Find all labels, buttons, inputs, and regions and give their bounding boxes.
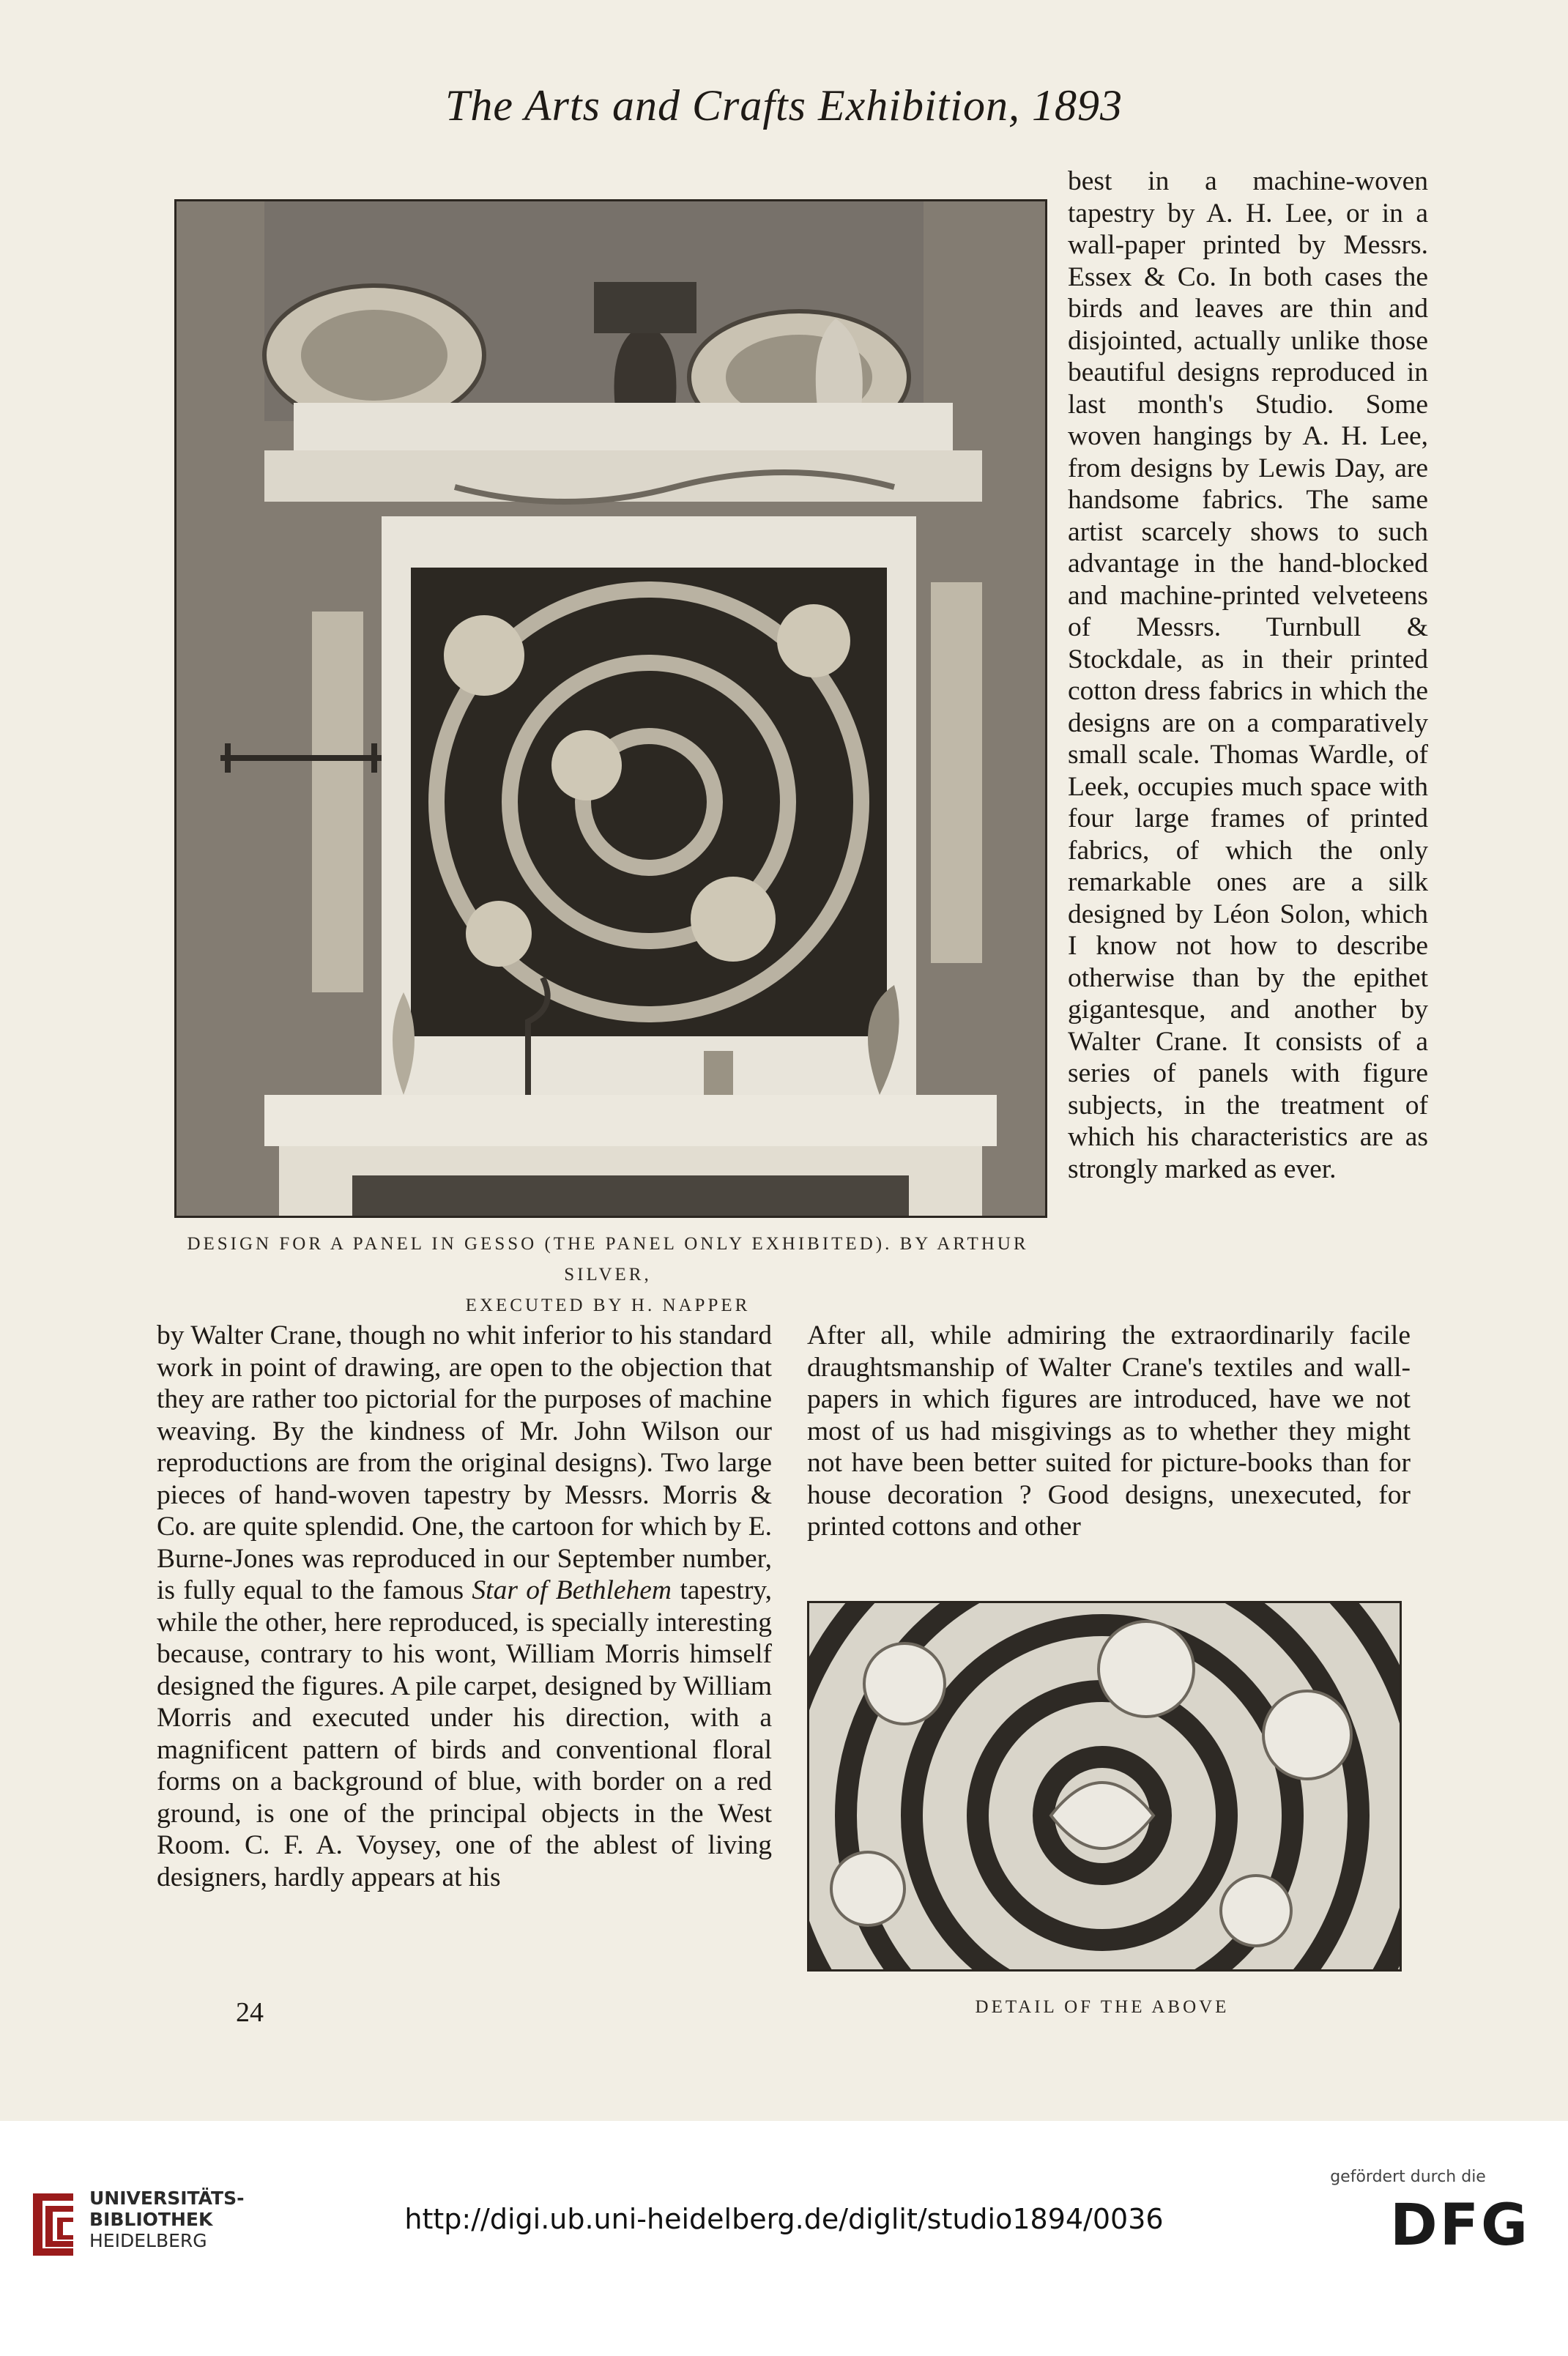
paragraph-right-middle: After all, while admiring the extraordinarily facile draughtsmanship of Walter Crane's textiles and wall-papers in which figures are introduced, have we not most of us had misgivings as to whether they might not have been better suited for picture-books than for house decoration ? Good designs, unexecuted, for printed cottons and other — [807, 1320, 1411, 1542]
main-figure-caption — [143, 1229, 1073, 1321]
header-year: 1893 — [1031, 81, 1123, 130]
text-column-right-middle — [807, 1320, 1411, 1543]
header-title: The Arts and Crafts Exhibition, — [445, 81, 1020, 130]
mantelpiece-photograph — [174, 199, 1047, 1218]
text-column-left — [157, 1320, 772, 1893]
page-number: 24 — [236, 1997, 264, 2028]
star-of-bethlehem-title: Star of Bethlehem — [472, 1575, 672, 1605]
library-name-line-1: UNIVERSITÄTS- — [89, 2188, 245, 2209]
dfg-logo: DFG — [1390, 2193, 1531, 2259]
detail-photograph — [807, 1601, 1402, 1972]
detail-illustration — [809, 1603, 1400, 1969]
paragraph-left — [157, 1320, 772, 1893]
main-caption-line-1: DESIGN FOR A PANEL IN GESSO (THE PANEL ONLY EXHIBITED). BY ARTHUR SILVER, — [187, 1234, 1029, 1285]
library-name-line-3: HEIDELBERG — [89, 2230, 207, 2251]
main-caption-line-2: EXECUTED BY H. NAPPER — [465, 1296, 751, 1315]
text-column-right-top — [1068, 166, 1428, 1185]
running-header — [0, 81, 1568, 131]
library-name-line-2: BIBLIOTHEK — [89, 2209, 213, 2230]
paragraph-left-part1: by Walter Crane, though no whit inferior to his standard work in point of drawing, are open to the objection that they are rather too pictorial for the purposes of machine weaving. By the kindness of Mr. John Wilson our reproductions are from the original designs). Two large pieces of hand-woven tapestry by Messrs. Morris & Co. are quite splendid. One, the cartoon for which by E. Burne-Jones was reproduced in our September number, is fully equal to the famous — [157, 1320, 772, 1605]
paragraph-left-part2: tapestry, while the other, here reproduced, is specially interesting because, contrary to his wont, William Morris himself designed the figures. A pile carpet, designed by William Morris and executed under his direction, with a magnificent pattern of birds and conventional floral forms on a background of blue, with border on a red ground, is one of the principal objects in the West Room. C. F. A. Voysey, one of the ablest of living designers, hardly appears at his — [157, 1575, 772, 1892]
funded-by-label: gefördert durch die — [1330, 2168, 1486, 2186]
paragraph-right-top: best in a machine-woven tapestry by A. H. Lee, or in a wall-paper printed by Messrs. Essex & Co. In both cases the birds and leaves are thin and disjointed, actually unlike those beautiful designs reproduced in last month's Studio. Some woven hangings by A. H. Lee, from designs by Lewis Day, are handsome fabrics. The same artist scarcely shows to such advantage in the hand-blocked and machine-printed velveteens of Messrs. Turnbull & Stockdale, as in their printed cotton dress fabrics in which the designs are on a comparatively small scale. Thomas Wardle, of Leek, occupies much space with four large frames of printed fabrics, of which the only remarkable ones are a silk designed by Léon Solon, which I know not how to describe otherwise than by the epithet gigantesque, and another by Walter Crane. It consists of a series of panels with figure subjects, in the treatment of which his characteristics are as strongly marked as ever. — [1068, 166, 1428, 1184]
source-url-link[interactable]: http://digi.ub.uni-heidelberg.de/diglit/studio1894/0036 — [404, 2203, 1164, 2235]
detail-figure-caption: DETAIL OF THE ABOVE — [975, 1997, 1230, 2017]
mantelpiece-illustration — [177, 201, 1045, 1216]
